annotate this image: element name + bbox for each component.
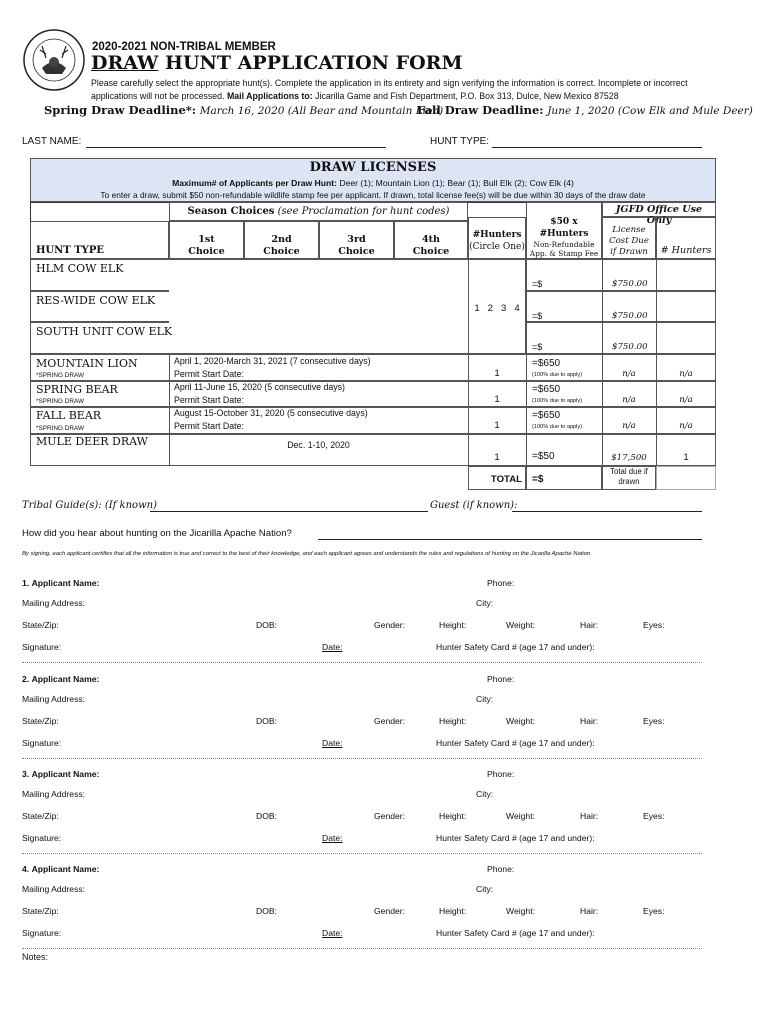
mailing-field[interactable] [94, 789, 470, 799]
height-field[interactable] [472, 906, 500, 916]
height-label: Height: [439, 620, 467, 630]
elk-fee-1[interactable]: =$ [532, 279, 543, 289]
title-rest: HUNT APPLICATION FORM [158, 52, 463, 74]
height-label: Height: [439, 811, 467, 821]
city-field[interactable] [496, 884, 702, 894]
eyes-field[interactable] [666, 811, 702, 821]
guest-label: Guest (if known): [430, 500, 518, 511]
mail-address: Jicarilla Game and Fish Department, P.O. Box 313, Dulce, New Mexico 87528 [315, 90, 619, 101]
safety-field[interactable] [604, 833, 702, 843]
safety-label: Hunter Safety Card # (age 17 and under): [436, 738, 595, 748]
eyes-field[interactable] [666, 906, 702, 916]
phone-label: Phone: [487, 674, 515, 684]
dob-label: DOB: [256, 716, 278, 726]
dotted-separator [22, 853, 702, 854]
eyes-label: Eyes: [643, 620, 665, 630]
gender-label: Gender: [374, 620, 406, 630]
lion-fee: =$650 [532, 358, 561, 369]
licenses-note: To enter a draw, submit $50 non-refundable wildlife stamp fee per applicant. If drawn, total license fee(s) will be due within 30 days of the draw date [100, 190, 646, 200]
weight-field[interactable] [542, 620, 576, 630]
spring-bear-num: n/a [679, 395, 693, 405]
dotted-separator [22, 662, 702, 663]
safety-label: Hunter Safety Card # (age 17 and under): [436, 833, 595, 843]
row-mule-deer: MULE DEER DRAW [36, 435, 148, 448]
mule-deer-hunters[interactable]: 1 [494, 452, 500, 463]
fall-bear-permit[interactable]: Permit Start Date: [174, 421, 244, 431]
city-field[interactable] [496, 598, 702, 608]
height-field[interactable] [472, 811, 500, 821]
city-label: City: [476, 694, 494, 704]
spring-bear-hunters[interactable]: 1 [494, 394, 500, 405]
hair-label: Hair: [580, 716, 599, 726]
applicant-name-label: Applicant Name: [31, 674, 100, 684]
jgfd-title: JGFD Office Use Only [615, 204, 703, 226]
fall-bear-fee: =$650 [532, 410, 561, 421]
phone-field[interactable] [516, 864, 702, 874]
row-fall-bear-sub: *SPRING DRAW [36, 425, 85, 432]
notes-label: Notes: [22, 952, 49, 962]
mule-deer-num: 1 [683, 452, 689, 463]
instructions-text: Please carefully select the appropriate hunt(s). Complete the application in its entirety and sign verifying the information is correct. Incomplete or incorrect applications will not be processed. [91, 78, 688, 101]
gender-label: Gender: [374, 906, 406, 916]
city-label: City: [476, 598, 494, 608]
mailing-field[interactable] [94, 598, 470, 608]
col-4th-label: 4th Choice [412, 234, 450, 257]
hair-label: Hair: [580, 811, 599, 821]
row-hlm-cow-elk: HLM COW ELK [36, 262, 124, 275]
state-zip-label: State/Zip: [22, 906, 59, 916]
hair-field[interactable] [602, 906, 638, 916]
applicant-number: 3. [22, 769, 30, 779]
gender-label: Gender: [374, 716, 406, 726]
spring-deadline [44, 103, 443, 117]
gender-field[interactable] [410, 811, 434, 821]
row-res-wide-cow-elk: RES-WIDE COW ELK [36, 294, 156, 307]
phone-field[interactable] [516, 578, 702, 588]
col-2nd-label: 2nd Choice [263, 234, 300, 257]
phone-label: Phone: [487, 769, 515, 779]
date-field[interactable] [346, 738, 434, 748]
season-note: (see Proclamation for hunt codes) [277, 206, 450, 217]
mailing-field[interactable] [94, 694, 470, 704]
hair-field[interactable] [602, 716, 638, 726]
col-1st-label: 1st Choice [188, 234, 225, 257]
row-fall-bear: FALL BEAR [36, 409, 102, 422]
hair-field[interactable] [602, 620, 638, 630]
hunt-type-field[interactable] [492, 147, 702, 148]
spring-bear-permit[interactable]: Permit Start Date: [174, 395, 244, 405]
mailing-label: Mailing Address: [22, 789, 86, 799]
applicant-number: 1. [22, 578, 30, 588]
height-label: Height: [439, 906, 467, 916]
signature-field[interactable] [66, 833, 320, 843]
row-south-unit-cow-elk: SOUTH UNIT COW ELK [36, 325, 173, 338]
how-heard-label: How did you hear about hunting on the Jicarilla Apache Nation? [22, 528, 292, 539]
dob-field[interactable] [280, 811, 368, 821]
mule-deer-fee: =$50 [532, 451, 555, 462]
lion-dates: April 1, 2020-March 31, 2021 (7 consecutive days) [174, 356, 371, 366]
safety-field[interactable] [604, 738, 702, 748]
hunt-type-label: HUNT TYPE: [430, 136, 490, 147]
season-label: Season Choices [187, 206, 275, 217]
weight-label: Weight: [506, 716, 535, 726]
lion-num: n/a [679, 369, 693, 379]
applicant-name-field[interactable] [102, 864, 478, 874]
form-title [91, 52, 462, 74]
elk-fee-3[interactable]: =$ [532, 342, 543, 352]
mailing-label: Mailing Address: [22, 598, 86, 608]
dob-label: DOB: [256, 620, 278, 630]
mail-label: Mail Applications to: [226, 90, 313, 101]
weight-label: Weight: [506, 906, 535, 916]
hair-field[interactable] [602, 811, 638, 821]
mailing-label: Mailing Address: [22, 694, 86, 704]
signature-field[interactable] [66, 642, 320, 652]
state-zip-field[interactable] [66, 620, 252, 630]
lion-permit[interactable]: Permit Start Date: [174, 369, 244, 379]
city-field[interactable] [496, 694, 702, 704]
date-label: Date: [322, 738, 343, 748]
how-heard-field[interactable] [318, 539, 702, 540]
col-fee-label: $50 x #Hunters Non-Refundable App. & Stamp Fee [529, 217, 599, 258]
elk-license-1: $750.00 [612, 279, 648, 289]
row-spring-bear-sub: *SPRING DRAW [36, 398, 85, 405]
dotted-separator [22, 758, 702, 759]
applicant-number: 2. [22, 674, 30, 684]
date-field[interactable] [346, 642, 434, 652]
dotted-separator [22, 948, 702, 949]
mule-deer-dates: Dec. 1-10, 2020 [287, 440, 350, 450]
row-mountain-lion: MOUNTAIN LION [36, 357, 138, 370]
dob-field[interactable] [280, 620, 368, 630]
state-zip-label: State/Zip: [22, 811, 59, 821]
title-draw: DRAW [91, 52, 159, 74]
phone-field[interactable] [516, 674, 702, 684]
weight-field[interactable] [542, 906, 576, 916]
eyes-field[interactable] [666, 716, 702, 726]
certify-text: By signing, each applicant certifies that all the information is true and correct to the best of their knowledge, and each applicant agrees and understands the rules and regulations of hunting on the Jicarilla Apache Nation [22, 551, 591, 557]
last-name-label: LAST NAME: [22, 136, 82, 147]
applicant-number: 4. [22, 864, 30, 874]
eyes-label: Eyes: [643, 906, 665, 916]
state-zip-label: State/Zip: [22, 620, 59, 630]
city-label: City: [476, 789, 494, 799]
gender-label: Gender: [374, 811, 406, 821]
elk-hunters-options[interactable]: 1 2 3 4 [474, 303, 520, 314]
applicant-name-field[interactable] [102, 769, 478, 779]
total-due: Total due if drawn [610, 467, 648, 486]
mailing-label: Mailing Address: [22, 884, 86, 894]
mule-deer-license: $17,500 [611, 453, 647, 463]
fall-bear-num: n/a [679, 421, 693, 431]
applicant-name-label: Applicant Name: [31, 578, 100, 588]
elk-license-3: $750.00 [612, 342, 648, 352]
row-spring-bear: SPRING BEAR [36, 383, 118, 396]
licenses-max [30, 178, 716, 188]
instructions [91, 77, 731, 102]
gender-field[interactable] [410, 716, 434, 726]
applicant-name-label: Applicant Name: [31, 769, 100, 779]
guest-field[interactable] [512, 511, 702, 512]
safety-field[interactable] [604, 642, 702, 652]
col-license-label: License Cost Due if Drawn [609, 225, 649, 257]
last-name-field[interactable] [86, 147, 386, 148]
date-label: Date: [322, 928, 343, 938]
agency-seal-icon [22, 28, 86, 92]
date-field[interactable] [346, 833, 434, 843]
elk-fee-2[interactable]: =$ [532, 311, 543, 321]
col-hunt-type-label: HUNT TYPE [36, 245, 104, 256]
date-label: Date: [322, 833, 343, 843]
spring-bear-dates: April 11-June 15, 2020 (5 consecutive days) [174, 382, 345, 392]
eyes-field[interactable] [666, 620, 702, 630]
spring-label: Spring Draw Deadline*: [44, 103, 197, 117]
fall-value: June 1, 2020 (Cow Elk and Mule Deer) [547, 105, 753, 117]
phone-field[interactable] [516, 769, 702, 779]
fall-bear-dates: August 15-October 31, 2020 (5 consecutive days) [174, 408, 368, 418]
height-field[interactable] [472, 716, 500, 726]
phone-label: Phone: [487, 864, 515, 874]
spring-value: March 16, 2020 (All Bear and Mountain Lion) [199, 105, 444, 117]
weight-label: Weight: [506, 811, 535, 821]
dob-label: DOB: [256, 906, 278, 916]
dob-label: DOB: [256, 811, 278, 821]
tribal-guide-label: Tribal Guide(s): (If known) [22, 500, 157, 511]
signature-field[interactable] [66, 738, 320, 748]
spring-bear-license: n/a [622, 395, 636, 405]
safety-label: Hunter Safety Card # (age 17 and under): [436, 928, 595, 938]
state-zip-label: State/Zip: [22, 716, 59, 726]
applicant-name-field[interactable] [102, 578, 478, 588]
max-value: Deer (1); Mountain Lion (1); Bear (1); Bull Elk (2); Cow Elk (4) [339, 178, 574, 188]
signature-label: Signature: [22, 738, 62, 748]
spring-bear-fee-note: (100% due to apply) [532, 398, 583, 404]
fall-bear-hunters[interactable]: 1 [494, 420, 500, 431]
max-label: Maximum# of Applicants per Draw Hunt: [172, 178, 337, 188]
weight-label: Weight: [506, 620, 535, 630]
weight-field[interactable] [542, 716, 576, 726]
state-zip-field[interactable] [66, 811, 252, 821]
safety-field[interactable] [604, 928, 702, 938]
state-zip-field[interactable] [66, 906, 252, 916]
season-choices-title [169, 206, 468, 217]
total-label: TOTAL [490, 474, 522, 485]
date-label: Date: [322, 642, 343, 652]
total-value[interactable]: =$ [532, 474, 544, 485]
dob-field[interactable] [280, 906, 368, 916]
super-title: 2020-2021 NON-TRIBAL MEMBER [92, 41, 276, 53]
height-label: Height: [439, 716, 467, 726]
lion-fee-note: (100% due to apply) [532, 372, 583, 378]
signature-field[interactable] [66, 928, 320, 938]
signature-label: Signature: [22, 642, 62, 652]
dob-field[interactable] [280, 716, 368, 726]
tribal-guide-field[interactable] [150, 511, 428, 512]
hair-label: Hair: [580, 620, 599, 630]
col-hunters-label: #Hunters (Circle One) [469, 230, 525, 252]
safety-label: Hunter Safety Card # (age 17 and under): [436, 642, 595, 652]
city-field[interactable] [496, 789, 702, 799]
spring-bear-fee: =$650 [532, 384, 561, 395]
licenses-title: DRAW LICENSES [309, 160, 437, 175]
eyes-label: Eyes: [643, 811, 665, 821]
applicant-name-label: Applicant Name: [31, 864, 100, 874]
fall-bear-fee-note: (100% due to apply) [532, 424, 583, 430]
lion-hunters[interactable]: 1 [494, 368, 500, 379]
signature-label: Signature: [22, 833, 62, 843]
elk-license-2: $750.00 [612, 311, 648, 321]
weight-field[interactable] [542, 811, 576, 821]
fall-label: Fall Draw Deadline: [417, 103, 544, 117]
eyes-label: Eyes: [643, 716, 665, 726]
gender-field[interactable] [410, 906, 434, 916]
total-spare-cell [656, 466, 716, 490]
fall-bear-license: n/a [622, 421, 636, 431]
applicant-name-field[interactable] [102, 674, 478, 684]
city-label: City: [476, 884, 494, 894]
lion-license: n/a [622, 369, 636, 379]
col-3rd-label: 3rd Choice [338, 234, 375, 257]
fall-deadline [417, 103, 753, 117]
state-zip-field[interactable] [66, 716, 252, 726]
mailing-field[interactable] [94, 884, 470, 894]
hair-label: Hair: [580, 906, 599, 916]
row-mountain-lion-sub: *SPRING DRAW [36, 372, 85, 379]
date-field[interactable] [346, 928, 434, 938]
col-num-hunters-label: # Hunters [660, 245, 712, 256]
signature-label: Signature: [22, 928, 62, 938]
gender-field[interactable] [410, 620, 434, 630]
phone-label: Phone: [487, 578, 515, 588]
height-field[interactable] [472, 620, 500, 630]
